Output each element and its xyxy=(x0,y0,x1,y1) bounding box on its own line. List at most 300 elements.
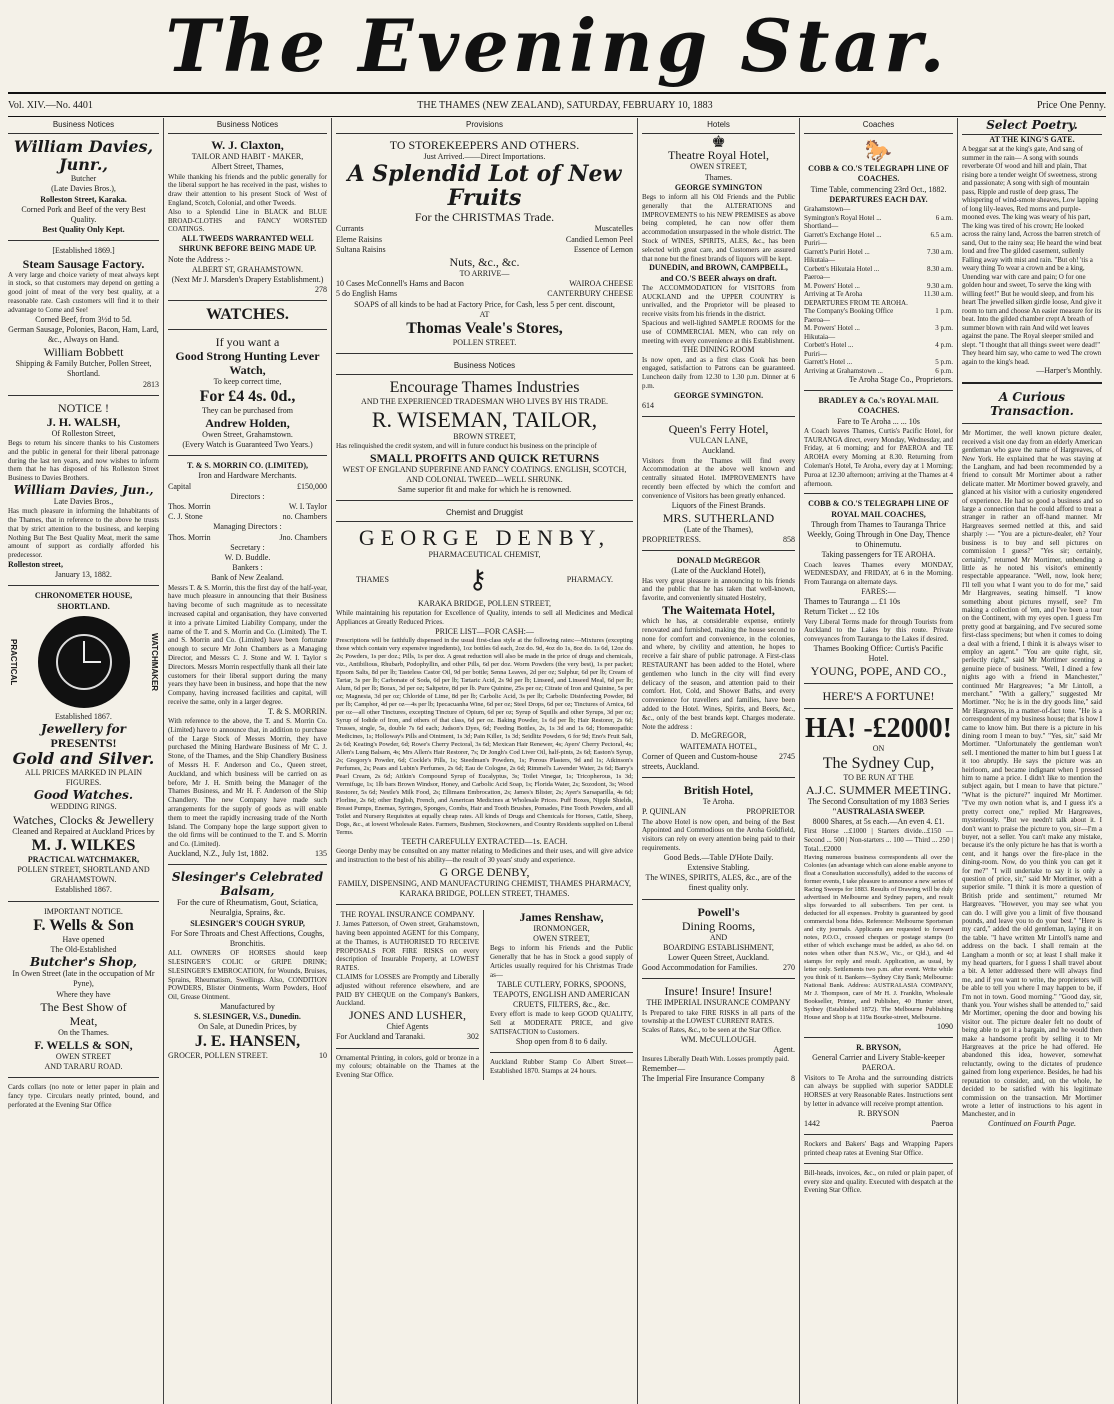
ad-text: Return Ticket ... £2 10s xyxy=(804,607,879,617)
timetable-row xyxy=(804,307,953,316)
timetable-row xyxy=(804,316,953,325)
ad-body: A Coach leaves Thames, Curtis's Pacific Hotel, for TAURANGA direct, every Monday, Wednesday, and Friday, at 6 morning; and for PAEROA and TE AROHA every Morning at 8.30. Returning from Coleman's Hotel, Te Aroha, every day at 1 Morning; Puroa at 12.30 afternoon; arriving at the Thames at 4 afternoon. xyxy=(804,426,953,488)
ad-text: Eleme Raisins xyxy=(336,234,382,244)
ad-title: Dining Rooms, xyxy=(681,918,756,933)
ad-text: Managing Directors : xyxy=(213,522,282,532)
poetry-header: Select Poetry. xyxy=(962,118,1102,135)
ad-text: Candied Lemon Peel xyxy=(565,234,633,244)
ad-text: In Owen Street (late in the occupation of Mr Pyne), xyxy=(12,969,155,989)
ad-title: A.J.C. SUMMER MEETING. xyxy=(805,782,952,797)
ad-body: Is now open, and as a first class Cook has been engaged, satisfaction to Patrons can be guaranteed. Luncheon daily from 12.30 to 1.30 p.m. Dinner at 6 p.m. xyxy=(642,355,795,390)
divider xyxy=(962,382,1102,384)
timetable-time xyxy=(920,256,953,265)
ad-text: Corned Beef, from 3½d to 5d. xyxy=(35,314,132,324)
timetable-time: 6 a.m. xyxy=(935,213,953,222)
ad-text: Rolleston Street, Karaka. xyxy=(40,194,127,204)
ad-title: GEORGE DENBY, xyxy=(358,525,611,551)
ad-text: no. Chambers xyxy=(282,512,327,522)
ad-body: Is Prepared to take FIRE RISKS in all parts of the township at the LOWEST CURRENT RATES. xyxy=(642,1008,795,1026)
ad-text: Same superior fit and make for which he is renowned. xyxy=(397,485,572,495)
ad-body: Insures Liberally Death With. Losses promptly paid. xyxy=(642,1055,789,1064)
agents-row xyxy=(336,1032,479,1042)
divider xyxy=(804,390,953,391)
ad-text: ON xyxy=(872,744,885,754)
timetable-row xyxy=(804,214,953,223)
ad-title: British Hotel, xyxy=(683,783,754,798)
divider xyxy=(8,901,159,902)
fruit-row xyxy=(336,245,633,255)
timetable-row xyxy=(804,248,953,257)
divider xyxy=(336,353,633,354)
timetable-stop: Shortland— xyxy=(804,222,839,231)
ad-text: PRACTICAL xyxy=(9,638,19,685)
ad-text: TAILOR AND HABIT - MAKER, xyxy=(191,152,304,162)
ad-title: Powell's xyxy=(697,904,740,919)
ad-text: Butcher xyxy=(70,174,97,184)
ad-text: AND THE EXPERIENCED TRADESMAN WHO LIVES BY HIS TRADE. xyxy=(361,397,608,407)
timetable-row xyxy=(804,290,953,299)
divider xyxy=(168,864,327,865)
ad-body: Very Liberal Terms made for through Tourists from Auckland to the Lakes by this route. Private conveyances from Tauranga to the Lakes if desired. xyxy=(804,617,953,644)
columns xyxy=(4,118,1110,1404)
ad-body: Rockers and Bakers' Bags and Wrapping Papers printed cheap rates at Evening Star Office. xyxy=(804,1140,953,1158)
prop-row xyxy=(642,535,795,545)
prop-row xyxy=(642,807,795,817)
ad-body: Has very great pleasure in announcing to his friends and the public that he has taken that well-known, favorite, and conveniently situated Hostelry, xyxy=(642,576,795,603)
date-row xyxy=(168,849,327,859)
ad-text: C. J. Stone xyxy=(168,512,203,522)
ad-text: Paeroa xyxy=(931,1119,953,1129)
ad-text: Auckland, N.Z., July 1st, 1882. xyxy=(168,848,269,858)
ad-text: They can be purchased from xyxy=(201,405,294,415)
ad-text: Thos. Morrin xyxy=(168,532,211,542)
ad-body: ALL OWNERS OF HORSES should keep SLESINGER'S COLIC or GRIPE DRINK; SLESINGER'S EMBROCATION, for Wounds, Bruises, Sprains, Rheumatism, Swellings. Also, CONDITION POWDERS, Blister Ointments, Worm Powders, Hoof Oil, Grease Ointment. xyxy=(168,949,327,1002)
timetable-time: 7.30 a.m. xyxy=(926,247,953,256)
ad-text: IMPORTANT NOTICE. xyxy=(44,906,123,916)
ad-title: Butcher's Shop, xyxy=(30,955,137,970)
ad-text: Te Aroha Stage Co., Proprietors. xyxy=(848,375,953,385)
timetable-stop: Hikutaia— xyxy=(804,332,836,341)
timetable-time xyxy=(920,273,953,282)
ad-title: Thomas Veale's Stores, xyxy=(406,320,563,338)
ad-text: The Old-Established xyxy=(50,945,117,955)
divider xyxy=(962,423,1102,424)
divider xyxy=(8,1077,159,1078)
timetable-row xyxy=(804,231,953,240)
directors-row xyxy=(168,502,327,512)
ad-text: POLLEN STREET, SHORTLAND AND GRAHAMSTOWN. xyxy=(17,865,150,885)
ad-text: Extensive Stabling. xyxy=(687,862,750,872)
ad-title: J. E. HANSEN, xyxy=(194,1032,301,1050)
timetable-time: 5 p.m. xyxy=(935,358,953,367)
divider xyxy=(8,395,159,396)
ad-text: P. QUINLAN xyxy=(642,807,686,817)
timetable-row xyxy=(804,358,953,367)
ad-body: Having numerous business correspondents all over the Colonies (an advantage which can alone enable anyone to float a Consultation successfully), added to the success of former events, I take pleasure to announce a new series of Racing Sweeps for 1883. Results of Drawing will be duly advertised in Melbourne and Sydney papers, and result slips forwarded to all subscribers. Ten per cent. is deducted for all expenses. Probity is guaranteed by good commercial bona fides. Reference: Melbourne Sportsman and city journals. Applicants are requested to forward notes, P.O.O., crossed cheques or postage stamps (to either of which exchange must be added, as also 6d. on notes when other than N.S.W., Vic., or Qld.), and 4d stamps for reply and result. Application, as usual, by letter only. Settlements two p.m. after event. Write while you think of it. Bankers—Sydney City Bank; Melbourne: National Bank. Address: AUSTRALASIA COMPANY, Mr J. Thompson, care of Mr H. J. Franklin, Wholesale Bookseller, Printer, and Publisher, 40 Hunter street, Sydney (Established 1872). The Melbourne Publishing House and Shop is at 119a Bourke-street, Melbourne. xyxy=(804,853,953,1021)
arrive-row xyxy=(336,279,633,289)
ad-body: Has much pleasure in informing the Inhabitants of the Thames, that in reference to the above he trusts that by strict attention to the business, and keeping Nothing But The Best Quality Meat, merit the same amount of support as cordially afforded his predecessor. xyxy=(8,507,159,560)
ad-text: Late Davies Bros., xyxy=(53,497,114,507)
ad-title: HERE'S A FORTUNE! xyxy=(822,689,935,704)
timetable-row xyxy=(804,350,953,359)
ad-text: The WINES, SPIRITS, ALES, &c., are of the finest quality only. xyxy=(645,873,792,893)
clock-illustration xyxy=(38,616,130,708)
divider xyxy=(642,899,795,900)
ad-body: Scales of Rates, &c., to be seen at the Star Office. xyxy=(642,1026,782,1035)
ad-text: Rolleston street, xyxy=(8,560,63,569)
timetable-row xyxy=(804,239,953,248)
timetable-stop: DEPARTURES FROM TE AROHA. xyxy=(804,298,908,307)
ad-text: Te Aroha. xyxy=(702,797,735,807)
timetable-stop: Grahamstown— xyxy=(804,205,851,214)
ad-title: COBB & CO.'S TELEGRAPH LINE OF COACHES. xyxy=(808,164,949,184)
ad-title: J. H. WALSH, xyxy=(46,414,121,429)
divider xyxy=(804,1163,953,1164)
timetable-stop: Paeroa— xyxy=(804,315,831,324)
ad-number: 2745 xyxy=(779,751,795,761)
ad-text: Best Quality Only Kept. xyxy=(42,225,125,235)
ad-text: WATCHMAKER xyxy=(150,632,159,691)
ad-text: Time Table, commencing 23rd Oct., 1882. xyxy=(810,184,947,194)
ad-text: 10 Cases McConnell's Hams and Bacon xyxy=(336,279,464,289)
ad-title: A Splendid Lot of New Fruits xyxy=(347,161,622,212)
ad-text: Just Arrived.——Direct Importations. xyxy=(423,152,546,162)
ad-number: 302 xyxy=(467,1032,479,1042)
ad-body: George Denby may be consulted on any matter relating to Medicines and their uses, and will give advice and instruction to the best of his ability—the result of 30 years' study and experience. xyxy=(336,847,633,864)
ad-title: G ORGE DENBY, xyxy=(439,864,530,879)
ad-title: Insure! Insure! Insure! xyxy=(664,984,773,999)
timetable-time xyxy=(920,333,953,342)
timetable-row xyxy=(804,256,953,265)
ad-title: The Waitemata Hotel, xyxy=(662,602,775,617)
divider xyxy=(336,904,633,905)
ad-number: 614 xyxy=(642,400,654,410)
timetable-row xyxy=(804,333,953,342)
ad-body: Visitors to Te Aroha and the surrounding districts can always be supplied with superior SADDLE HORSES at very Reasonable Rates. Instructions sent by letter in advance will receive prompt attention. xyxy=(804,1073,953,1109)
ad-text: ALL PRICES MARKED IN PLAIN FIGURES. xyxy=(24,768,143,788)
ad-number: 2813 xyxy=(143,379,159,389)
ad-text: Thames. xyxy=(704,172,733,182)
ad-text: FAMILY, DISPENSING, AND MANUFACTURING CHEMIST, THAMES PHARMACY, xyxy=(337,878,631,888)
timetable-row xyxy=(804,299,953,308)
poem-body: A beggar sat at the king's gate, And sang of summer in the rain— A song with sounds reverberate Of wood and hill and plain, That rising bore a tender weight Of sweetness, strong and passionate; A song with sigh of mountain pass, Ripple and rustle of deep grass, The whispering of wind-smote sheaves, Low lapping of long lily-leaves, Red morns and purple-mooned eves. The king was weary of his part, The king was tired of his crown; He looked across the rainy land, Across the barren stretch of sand, Out to the rainy sea; He heard the wind beat loud and free The gilded casement, sullenly Falling away with mist and rain. "But oh! 'tis a weary thing To wear a crown and be a king, Unending war with care and pain; O for one golden hour and sweet, To serve the king with willing feet!" But he would sleep, and from his heart The jewelled silken girdle loose, And give it room to turn and choose An easier measure for its beat. Into the gilded chamber crept A breath of summer blown with rain And wild wet leaves against the pane. The Royal sleeper smiled and slept. "I thought that all things sweet were dead!" They heard him say, who came to wed The crown again to the king's head. xyxy=(962,145,1102,366)
ad-text: WAIROA CHEESE xyxy=(569,279,633,289)
ad-text: January 13, 1882. xyxy=(55,570,112,580)
ad-text: GEORGE SYMINGTON xyxy=(674,182,763,192)
timetable-stop: Hikutaia— xyxy=(804,256,836,265)
ad-text: Bank of New Zealand. xyxy=(211,573,284,583)
ad-text: Capital xyxy=(168,481,192,491)
directors-row xyxy=(168,533,327,543)
divider xyxy=(804,683,953,684)
ad-title: COBB & CO.'S TELEGRAPH LINE OF ROYAL MAIL COACHES, xyxy=(808,499,949,519)
ad-text: Iron and Hardware Merchants. xyxy=(198,471,297,481)
timetable-time xyxy=(920,239,953,248)
ad-text: Jno. Chambers xyxy=(279,532,327,542)
ad-body: Coach leaves Thames every MONDAY, WEDNESDAY, and FRIDAY, at 6 in the Morning. From Tauranga on alternate days. xyxy=(804,560,953,587)
timetable-stop: Garrett's Exchange Hotel ... xyxy=(804,230,882,239)
ad-text: PROPRIETRESS. xyxy=(642,534,701,544)
ad-title: Good Watches. xyxy=(33,788,134,803)
ad-text: W. I. Taylor xyxy=(288,502,327,512)
insurance-ad xyxy=(336,910,484,1080)
ad-text: On the Thames. xyxy=(58,1027,109,1037)
footer-row xyxy=(642,1074,795,1084)
column-5 xyxy=(800,118,958,1404)
ad-text: R. BRYSON xyxy=(857,1108,900,1118)
timetable xyxy=(804,205,953,375)
ad-text: Essence of Lemon xyxy=(573,244,633,254)
ad-title: MRS. SUTHERLAND xyxy=(662,510,775,525)
ad-text: PRACTICAL WATCHMAKER, xyxy=(27,854,140,864)
ad-text: WEST OF ENGLAND SUPERFINE AND FANCY COATINGS. ENGLISH, SCOTCH, AND COLONIAL TWEED—WELL SHRUNK. xyxy=(342,464,627,484)
ad-text: DEPARTURES EACH DAY. xyxy=(829,194,928,204)
dateline-bar xyxy=(8,92,1106,117)
timetable-stop: Arriving at Te Aroha xyxy=(804,290,863,299)
ad-body: Also to a Splendid Line in BLACK and BLUE BROAD-CLOTHS and FANCY WORSTED COATINGS. xyxy=(168,207,327,234)
section-header: Business Notices xyxy=(8,118,159,134)
ad-text: OWEN STREET xyxy=(55,1052,112,1062)
ad-text: Chief Agents xyxy=(386,1022,429,1032)
timetable-time: 8.30 a.m. xyxy=(926,264,953,273)
ad-title: Nuts, &c., &c. xyxy=(449,255,520,270)
ad-title: F. Wells & Son xyxy=(33,916,134,934)
bottom-ads xyxy=(336,910,633,1080)
ad-text: SHORTLAND. xyxy=(57,601,110,611)
continued-note: Continued on Fourth Page. xyxy=(988,1118,1076,1128)
ad-text: AND xyxy=(709,932,728,942)
ad-text: ALL TWEEDS WARRANTED WELL SHRUNK BEFORE BEING MADE UP. xyxy=(178,234,317,254)
divider xyxy=(8,585,159,586)
timetable-stop: Paeroa— xyxy=(804,273,831,282)
section-header: Coaches xyxy=(804,118,953,134)
ad-text: Shipping & Family Butcher, Pollen Street, Shortland. xyxy=(15,359,152,379)
ad-title: William Davies, Jun., xyxy=(13,483,154,498)
ad-body: Bill-heads, invoices, &c., on ruled or plain paper, of every size and quality. Executed with despatch at the Evening Star Office. xyxy=(804,1168,953,1195)
timetable-stop: M. Powers' Hotel ... xyxy=(804,281,860,290)
ad-text: [Established 1869.] xyxy=(52,246,115,256)
ad-text: General Carrier and Livery Stable-keeper PAEROA. xyxy=(812,1053,945,1073)
section-header: Chemist and Druggist xyxy=(336,506,633,522)
ad-text: Cleaned and Repaired at Auckland Prices by xyxy=(12,826,155,836)
ad-text: Lower Queen Street, Auckland. xyxy=(667,952,770,962)
ad-number: 1090 xyxy=(937,1021,953,1031)
timetable-stop: Puriri— xyxy=(804,349,827,358)
ad-text: Owen Street, Grahamstown. xyxy=(202,429,293,439)
ad-text: Albert Street, Thames, xyxy=(211,162,284,172)
ad-text: POLLEN STREET. xyxy=(452,338,517,348)
fruit-row xyxy=(336,235,633,245)
ad-text: Currants xyxy=(336,224,364,234)
ad-text: Sultana Raisins xyxy=(336,244,386,254)
timetable-row xyxy=(804,341,953,350)
column-6 xyxy=(958,118,1106,1404)
ad-text: S. SLESINGER, V.S., Dunedin. xyxy=(194,1012,301,1022)
ad-text: (Late of the Auckland Hotel), xyxy=(671,566,766,576)
ad-title: M. J. WILKES xyxy=(31,836,136,854)
ad-body: Spacious and well-lighted SAMPLE ROOMS for the use of COMMERCIAL MEN, who can rely on meeting with every convenience at this Establishment. xyxy=(642,318,795,345)
ad-text: Bankers : xyxy=(232,563,263,573)
ad-title: TO STOREKEEPERS AND OTHERS. xyxy=(389,138,580,153)
divider xyxy=(804,708,953,709)
ad-body: Has relinquished the credit system, and will in future conduct his business on the principle of xyxy=(336,441,597,450)
ad-text: TEETH CAREFULLY EXTRACTED—1s. EACH. xyxy=(401,836,568,846)
ad-title: THE ROYAL INSURANCE COMPANY. xyxy=(340,910,475,920)
ad-title: NOTICE ! xyxy=(58,400,109,415)
ad-text: Taking passengers for TE AROHA. xyxy=(821,550,936,560)
ad-title: James Renshaw, xyxy=(519,910,604,925)
divider xyxy=(804,1037,953,1038)
poem-source: —Harper's Monthly. xyxy=(1036,366,1102,376)
timetable-stop: Corbett's Hotel ... xyxy=(804,341,854,350)
ad-text: T. & S. MORRIN. xyxy=(268,706,327,716)
ad-text: THE IMPERIAL INSURANCE COMPANY xyxy=(646,998,791,1008)
timetable-row xyxy=(804,324,953,333)
timetable-time: 6.5 a.m. xyxy=(930,230,953,239)
ad-body: The ACCOMMODATION for VISITORS from AUCKLAND and the UPPER COUNTRY is unrivalled, and the Proprietor will be pleased to receive visits from his friends in the district. xyxy=(642,283,795,319)
ad-text: Agent. xyxy=(773,1045,795,1055)
section-header: Provisions xyxy=(336,118,633,134)
timetable-row xyxy=(804,273,953,282)
timetable-time xyxy=(920,222,953,231)
ad-body: J. James Patterson, of Owen street, Grahamstown, having been appointed AGENT for this Company, at the Thames, is AUTHORISED TO RECEIVE PROPOSALS FOR FIRE RISKS on every description of Insurable Property, at LOWEST RATES. xyxy=(336,920,479,973)
ad-text: OWEN STREET, xyxy=(690,162,747,172)
ad-text: (Late of the Thames), xyxy=(683,524,754,534)
divider xyxy=(168,455,327,456)
ad-text: THAMES xyxy=(356,574,389,584)
ad-text: Secretary : xyxy=(230,542,265,552)
ad-number: 270 xyxy=(783,963,795,973)
ad-text: German Sausage, Polonies, Bacon, Ham, Lard, &c., Always on Hand. xyxy=(8,324,159,345)
divider xyxy=(336,1048,479,1049)
ad-text: Of Rolleston Street, xyxy=(51,428,116,438)
ad-text: Have opened xyxy=(62,934,105,944)
timetable-time xyxy=(920,205,953,214)
ad-body: First Horse ...£1000 | Starters divide...£150 — Second ... 500 | Non-starters ... 100 — Third ... 250 | Total...£2000 xyxy=(804,827,953,854)
timetable-stop: M. Powers' Hotel ... xyxy=(804,324,860,333)
ad-text: GROCER, POLLEN STREET. xyxy=(168,1050,268,1060)
ad-text: Established 1867. xyxy=(55,885,112,895)
timetable-row xyxy=(804,282,953,291)
ad-text: Shop open from 8 to 6 daily. xyxy=(515,1036,608,1046)
ad-text: W. D. Buddle. xyxy=(224,553,271,563)
place-date: THE THAMES (NEW ZEALAND), SATURDAY, FEBRUARY 10, 1883 xyxy=(417,99,713,111)
ad-body: Auckland Rubber Stamp Co Albert Street— Established 1870. Stamps at 24 hours. xyxy=(490,1057,633,1075)
ad-title: SMALL PROFITS AND QUICK RETURNS xyxy=(369,450,600,465)
ad-title: For the CHRISTMAS Trade. xyxy=(414,210,555,225)
timetable-time xyxy=(920,350,953,359)
ad-number: 10 xyxy=(319,1050,327,1060)
ad-body: The above Hotel is now open, and being of the Best Appointed and Commodious on the Aroha Goldfield, visitors can rely on every attention being paid to their requirements. xyxy=(642,817,795,852)
timetable-stop: Symington's Royal Hotel ... xyxy=(804,213,882,222)
ad-title: JONES AND LUSHER, xyxy=(348,1008,466,1023)
ad-text: (Every Watch is Guaranteed Two Years.) xyxy=(182,440,313,450)
section-header: Business Notices xyxy=(336,359,633,375)
ad-text: BOARDING ESTABLISHMENT, xyxy=(663,942,774,952)
timetable-stop: Garrett's Hotel ... xyxy=(804,358,853,367)
story-body: Mr Mortimer, the well known picture dealer, received a visit one day from an elderly American gentleman who gave the name of Hargreaves, of New York. He explained that he was staying at the Langham, and had been recommended by a friend to consult Mr Mortimer about a rather delicate matter. Mr Mortimer bowed gravely, and glanced at his visitor with a curiosity engendered of experience. He had so good a business and so large a connection that he could afford to treat a stranger in rather an off-hand manner. Mr Hargreaves seemed nettled at this, and said sharply :— "You are a picture-dealer, eh? Your business is to buy and sell pictures on commission I guess?" "Yes sir; certainly, certainly," returned Mr Mortimer, unbending a little as he noted his visitor's eminently respectable appearance. "Well, now, look here; I'll tell you what I want you to do for me," said Mr Hargreaves, seating himself. "I know something about pictures myself, see? I'm making a collection of 'em, and I've been a tour on the Continent, with my eyes open. I guess I'm pretty good at bargaining, and I've secured some first-class specimens; but when it comes to doing a deal with a friend, I think it is always wiser to employ an agent." "You are quite right, sir, perfectly right," said Mr Mortimer scenting a genuine piece of business. "Well, I dined a few nights ago with a friend in Manchester," continued Mr Hargreaves; "a Mr Lintoll, a merchant." "With a gallery," suggested Mr Mortimer. "No; he is in the dry goods line," said Mr Hargreaves, in a matter-of-fact tone. "He is a correspondent of my business house; that is how I came to know him. But there is a picture in his dining room I mean to buy." "Yes, sir," said Mr Mortimer. "Unfortunately the gentleman won't sell. I mentioned the matter to him but I guess I at it too abruptly. He says the picture was an heirloom, and became indignant when I pressed him to name a price. I didn't like to mention the subject again, but I mean to have that picture." "What is the picture?" inquired Mr Mortimer. "I've my own notion what is, and I guess it's a pretty correct one," replied Mr Hargreaves, mysteriously. "But we needn't talk about it. I don't want to praise the picture to you, sir—I'm a buyer, not a seller. You can't make any mistake, because it's the only picture he has that is worth a cent, and it hangs over the fire-place in the dining-room. Now, do you think you can get it for me?" "I will undertake to say it is only a question of price, sir," said Mr Mortimer, with a superior smile. "I think it is more a question of British pride and sentiment," returned Mr Hargreaves. "However, you may see what you can do. I will give you a limit of five thousand pounds, and leave you to do your best." "Here is my card," added the old gentleman, laying it on the table. "I have written Mr Lintoll's name and address on the back. I shall remain at the Langham a month or so; at least I shall make it my head quarters, for I guess I shall travel about a bit. A letter addressed there will always find me, and if you want to write, the proprietors will be able to tell you where I may happen to be, if I'm not in town. Good morning." "Good day, sir, thank you. Your wishes shall be attended to," said Mr Mortimer, opening the door and bowing his visitor out. The picture dealer felt no doubt of being able to get it a bargain, and he would then make a handsome profit by selling it to Mr Hargreaves at the price he had offered. He abandoned this idea, however, somewhat reluctantly, owing to the dictates of prudence gained from long experience. Besides, he had his reputation to consider, and, on the whole, he decided to be satisfied with his legitimate commission on the transaction. Mr Mortimer wrote a letter of instructions to his agent in Manchester, and in xyxy=(962,429,1102,1119)
ad-body: With reference to the above, the T. and S. Morrin Co. (Limited) have to announce that, in addition to purchase of the Large Stock of Messrs Morrin, they have purchased the Mining Hardware Business of Mr C. J. Stone, of the Thames, and the Ship Chandlery Business of Messrs H. F. Anderson and Co., Queen street, Auckland, and which business will be carried on as before, Mr J. H. Smith being the Manager of the Thames Business, and Mr H. F. Anderson of the Ship Chandlery. The new Company have made such arrangements for the supply of goods as will enable them to meet the rapidly increasing trade of the North Island. The Company hope the large support given to the old firms will be continued to the T. and S. Morrin and Co. (Limited). xyxy=(168,717,327,849)
ad-text: KARAKA BRIDGE, POLLEN STREET, xyxy=(418,598,551,608)
timetable-stop: Arriving at Grahamstown ... xyxy=(804,366,883,375)
ad-body: Begs to return his sincere thanks to his Customers and the public in general for their liberal patronage during the last ten years, and now wishes to inform them that he has disposed of his Rolleston Street Business to Davies Brothers. xyxy=(8,439,159,483)
ad-text: SOAPS of all kinds to be had at Factory Price, for Cash, less 5 per cent. discount, xyxy=(354,299,615,309)
coach-icon: 🐎 xyxy=(864,138,893,164)
clock-ad xyxy=(8,612,159,712)
ad-text: Where they have xyxy=(56,989,111,999)
ad-title: R. BRYSON, xyxy=(856,1043,901,1053)
renshaw-ad xyxy=(490,910,633,1080)
ad-text: Thames to Tauranga ... £1 10s xyxy=(804,597,901,607)
section-header: Business Notices xyxy=(168,118,327,134)
timetable-time: 9.30 a.m. xyxy=(926,281,953,290)
capital-row xyxy=(168,482,327,492)
ad-title: Encourage Thames Industries xyxy=(389,379,580,397)
bryson-row xyxy=(804,1119,953,1129)
poem-title: AT THE KING'S GATE. xyxy=(989,135,1075,144)
ad-title: W. J. Claxton, xyxy=(211,138,284,153)
column-1 xyxy=(4,118,164,1404)
timetable-time: 1 p.m. xyxy=(935,307,953,316)
ad-body: CLAIMS for LOSSES are Promptly and Liberally adjusted without reference elsewhere, and are PAID BY CHEQUE on the Company's Bankers, Auckland. xyxy=(336,973,479,1008)
ad-title: Queen's Ferry Hotel, xyxy=(668,422,769,437)
ad-number: 278 xyxy=(315,285,327,295)
ad-body: Messrs T. & S. Morrin, this the first day of the half-year, have much pleasure in announcing that their Business having become of such magnitude as to necessitate increased capital and organisation, they have converted it into a private Limited Liability Company, under the name of the T. and S. Morrin and Co. (Limited). The T. and S. Morrin and Co. (Limited) have been fortunate enough to secure Mr John Chambers as a Managing Director, and Messrs C. J. Stone and W. I. Taylor s Directors. Messrs Morrin respectfully thank all their late customers for their liberal support during the many years they have been in business, and hope that the new Company, having increased facilities and capital, will receive the same, only in a larger degree. xyxy=(168,583,327,707)
ad-title: Good Strong Hunting Lever Watch, xyxy=(175,349,320,378)
divider xyxy=(642,777,795,778)
newspaper-title: The Evening Star. xyxy=(165,3,949,88)
ad-text: 5 do English Hams xyxy=(336,289,398,299)
ad-text: Liquors of the Finest Brands. xyxy=(671,500,766,510)
key-icon: ⚷ xyxy=(468,564,488,594)
ad-text: WAITEMATA HOTEL, xyxy=(680,741,757,751)
good-row xyxy=(642,963,795,973)
ad-text: To keep correct time, xyxy=(213,377,282,387)
ad-title: William Davies, Junr., xyxy=(13,137,154,175)
divider xyxy=(168,300,327,301)
timetable-time xyxy=(920,299,953,308)
ad-text: BROWN STREET, xyxy=(453,431,516,441)
timetable-stop: Garrett's Puriri Hotel ... xyxy=(804,247,870,256)
ad-text: Remember— xyxy=(642,1064,686,1074)
ad-text: PHARMACY. xyxy=(566,574,613,584)
ad-text: SLESINGER'S COUGH SYRUP, xyxy=(190,918,305,928)
timetable-row xyxy=(804,222,953,231)
ad-text: IRONMONGER, xyxy=(533,924,590,934)
ad-text: Good Beds.—Table D'Hote Daily. xyxy=(663,852,774,862)
ad-title: Meat, xyxy=(69,1013,98,1028)
divider xyxy=(642,550,795,551)
ad-title: "AUSTRALASIA SWEEP. xyxy=(832,807,925,817)
ad-title: The Sydney Cup, xyxy=(822,754,935,772)
ad-text: TO ARRIVE— xyxy=(459,269,510,279)
ad-body: Cards collars (no note or letter paper in plain and fancy type. Circulars neatly printed, bound, and perforated at the Evening Star Office xyxy=(8,1083,159,1110)
ad-body: While thanking his friends and the public generally for the liberal support he has received in the past, wishes to draw their attention to his present Stock of West of England, Scotch, Colonial, and other Tweeds. xyxy=(168,172,327,207)
ad-title: Andrew Holden, xyxy=(205,415,290,430)
ad-title: Slesinger's Celebrated Balsam, xyxy=(171,870,324,899)
ad-title: William Bobbett xyxy=(43,345,124,360)
divider xyxy=(490,1052,633,1053)
ad-text: OWEN STREET, xyxy=(533,934,590,944)
ad-text: D. McGREGOR, xyxy=(690,731,747,741)
timetable-time xyxy=(920,316,953,325)
ad-text: VULCAN LANE, xyxy=(689,436,748,446)
ad-text: Established 1867. xyxy=(55,711,112,721)
grocer-row xyxy=(168,1051,327,1061)
ad-text: PRICE LIST—FOR CASH:— xyxy=(435,626,534,636)
timetable-time: 4 p.m. xyxy=(935,341,953,350)
ad-text: PHARMACEUTICAL CHEMIST, xyxy=(428,550,541,560)
